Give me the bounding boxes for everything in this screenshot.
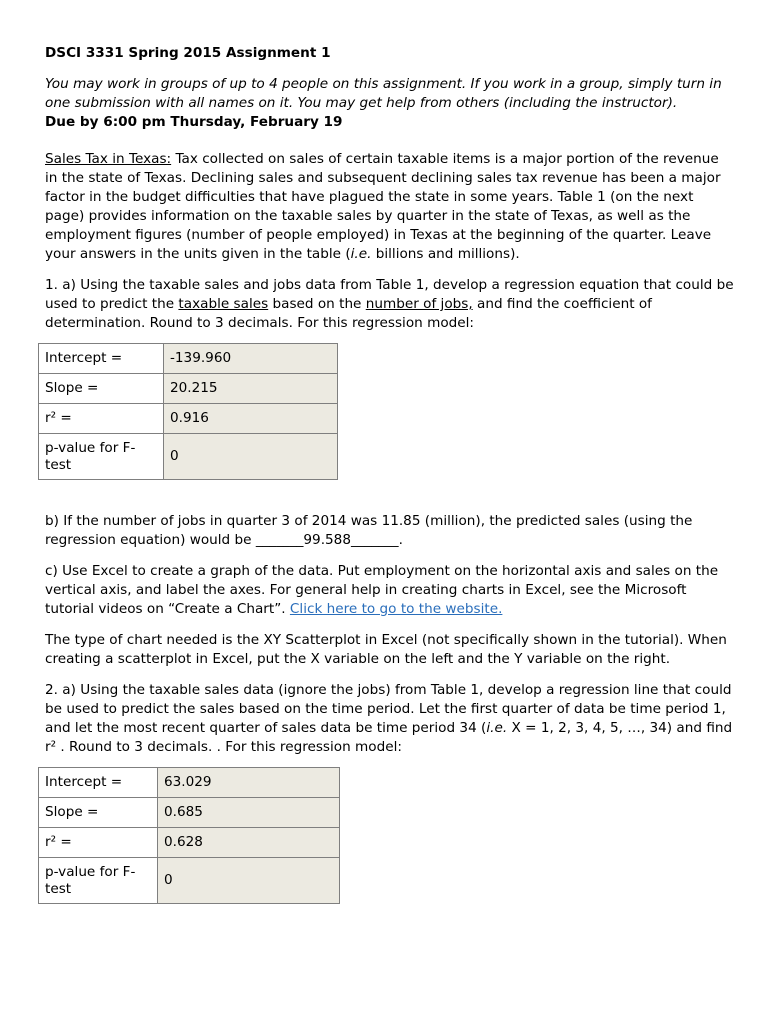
slope-label: Slope = [39,374,164,404]
p-value-label: p-value for F-test [39,858,158,904]
p-value-value: 0 [158,858,340,904]
slope-label: Slope = [39,798,158,828]
intercept-value: 63.029 [158,768,340,798]
table-row [39,768,340,798]
regression-table-1 [38,343,338,480]
scatterplot-note: The type of chart needed is the XY Scatterplot in Excel (not specifically shown in the tutorial). When creating a scatterplot in Excel, put the X variable on the left and the Y variable on the right. [45,632,727,667]
table-row [39,374,338,404]
regression-table-2 [38,767,340,904]
table-row [39,404,338,434]
p-value-label: p-value for F-test [39,434,164,480]
tutorial-website-link[interactable]: Click here to go to the website. [289,601,503,617]
q1b-text: b) If the number of jobs in quarter 3 of 2014 was 11.85 (million), the predicted sales (using the regression equation) would be [45,513,693,548]
p-value-value: 0 [164,434,338,480]
sales-tax-text-a: Tax collected on sales of certain taxable items is a major portion of the revenue in the state of Texas. Declining sales and subsequent declining sales tax revenue has been a major factor in the budget difficulties that have plagued the state in some years. Table 1 (on the next page) provides information on the taxable sales by quarter in the state of Texas, as well as the employment figures (number of people employed) in Texas at the beginning of the quarter. Leave your answers in the units given in the table ( [45,151,721,262]
question-1a [45,276,735,333]
sales-tax-text-b: billions and millions). [371,246,520,262]
q1b-end: . [398,532,403,548]
intercept-value: -139.960 [164,344,338,374]
intercept-label: Intercept = [39,344,164,374]
q1a-number-of-jobs: number of jobs, [365,296,473,312]
r-squared-label: r² = [39,828,158,858]
sales-tax-ie: i.e. [350,246,372,262]
q1b-answer-blank: _______99.588_______ [255,532,399,548]
question-1c [45,562,735,619]
intercept-label: Intercept = [39,768,158,798]
table-row [39,344,338,374]
due-date: Due by 6:00 pm Thursday, February 19 [45,114,343,130]
table-row [39,858,340,904]
r-squared-label: r² = [39,404,164,434]
slope-value: 20.215 [164,374,338,404]
q1a-taxable-sales: taxable sales [178,296,269,312]
q1c-text: c) Use Excel to create a graph of the data. Put employment on the horizontal axis and sales on the vertical axis, and label the axes. For general help in creating charts in Excel, see the Microsoft tutorial videos on “Create a Chart”. [45,563,719,617]
q1a-text-b: based on the [268,296,366,312]
r-squared-value: 0.628 [158,828,340,858]
q1a-text-a: 1. a) Using the taxable sales and jobs data from Table 1, develop a regression equation that could be used to predict the [45,277,734,312]
q2a-text-b: X = 1, 2, 3, 4, 5, …, 34) and find r² . Round to 3 decimals. . For this regression model: [45,720,733,755]
table-row [39,828,340,858]
question-1b [45,512,735,550]
q2a-text-a: 2. a) Using the taxable sales data (ignore the jobs) from Table 1, develop a regression line that could be used to predict the sales based on the time period. Let the first quarter of data be time period 1, and let the most recent quarter of sales data be time period 34 ( [45,682,732,736]
q2a-ie: i.e. [486,720,508,736]
question-2a [45,681,735,757]
sales-tax-paragraph [45,150,735,264]
q1a-text-c: and find the coefficient of determination. Round to 3 decimals. For this regression model: [45,296,652,331]
slope-value: 0.685 [158,798,340,828]
assignment-title: DSCI 3331 Spring 2015 Assignment 1 [45,45,331,61]
group-work-note: You may work in groups of up to 4 people on this assignment. If you work in a group, simply turn in one submission with all names on it. You may get help from others (including the instructor). [45,76,722,111]
r-squared-value: 0.916 [164,404,338,434]
document-page [45,44,735,904]
table-row [39,798,340,828]
table-row [39,434,338,480]
sales-tax-heading: Sales Tax in Texas: [45,151,172,167]
